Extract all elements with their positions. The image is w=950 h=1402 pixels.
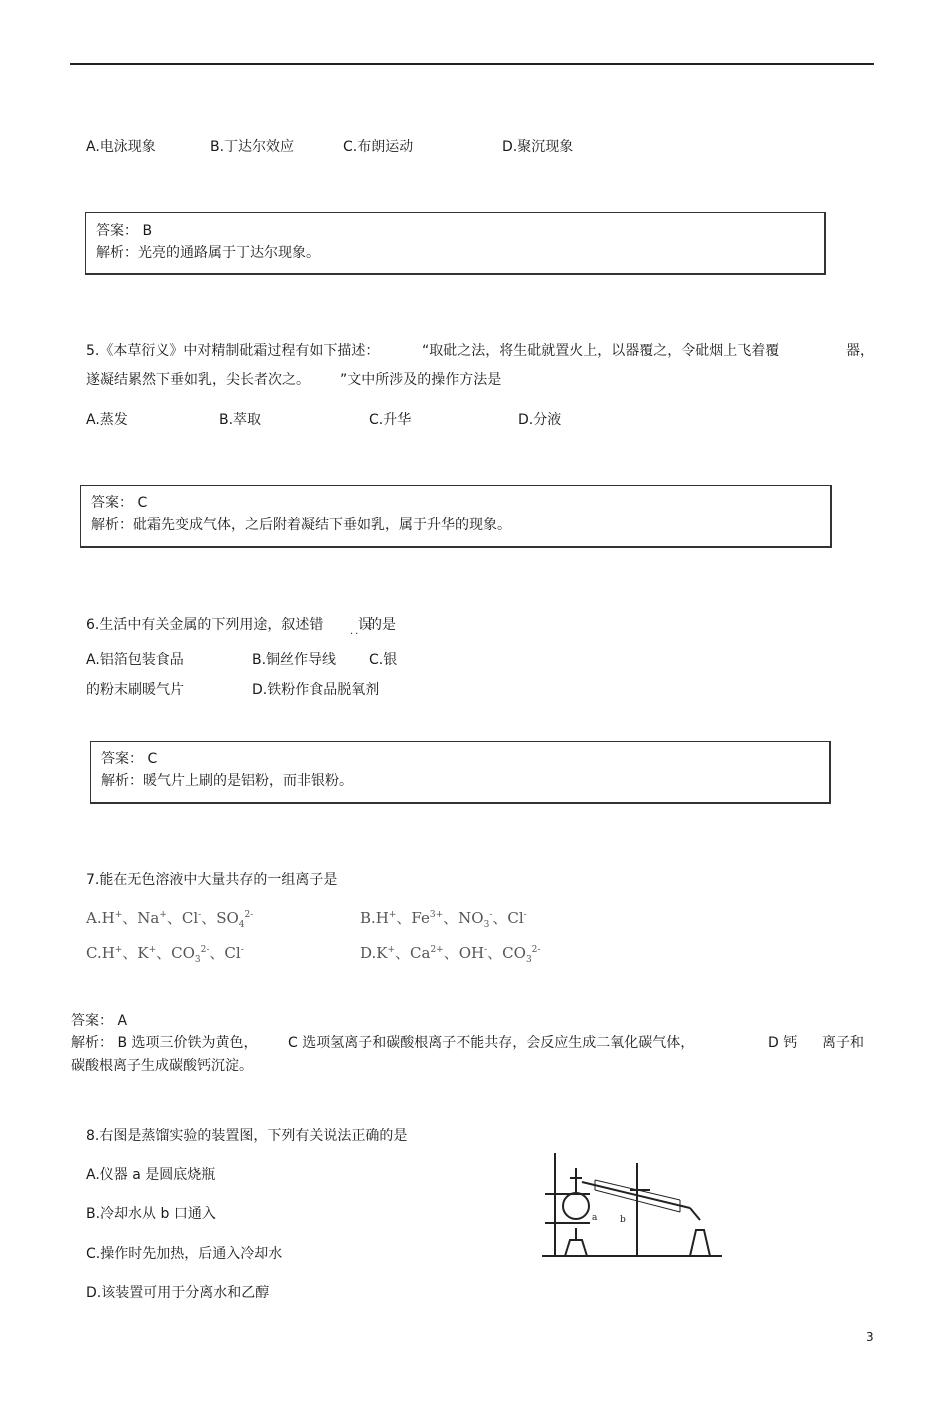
q8-stem: 8.右图是蒸馏实验的装置图，下列有关说法正确的是 xyxy=(86,1128,408,1144)
q6-analysis: 解析：暖气片上刷的是铝粉，而非银粉。 xyxy=(101,773,353,789)
q5-stem-c: 器， xyxy=(846,343,874,359)
q7-analysis-a: 解析： B 选项三价铁为黄色， xyxy=(71,1035,258,1051)
q5-option-a: A.蒸发 xyxy=(86,412,128,428)
q8-option-b: B.冷却水从 b 口通入 xyxy=(86,1206,216,1222)
q5-stem-b: “取砒之法，将生砒就置火上，以器覆之，令砒烟上飞着覆 xyxy=(422,343,780,359)
q5-option-c: C.升华 xyxy=(369,412,412,428)
q6-stem-c: 的是 xyxy=(368,617,396,633)
q5-stem-e: ”文中所涉及的操作方法是 xyxy=(340,372,502,388)
q6-option-a: A.铝箔包装食品 xyxy=(86,652,184,668)
q4-option-d: D.聚沉现象 xyxy=(502,139,574,155)
q8-option-d: D.该装置可用于分离水和乙醇 xyxy=(86,1285,270,1301)
q7-analysis-e: 碳酸根离子生成碳酸钙沉淀。 xyxy=(71,1058,253,1074)
emphasis-dots: .. xyxy=(350,626,361,637)
q7-analysis-d: 离子和 xyxy=(822,1035,864,1051)
q4-option-c: C.布朗运动 xyxy=(343,139,414,155)
q5-answer: 答案： C xyxy=(91,495,148,511)
page-number: 3 xyxy=(866,1330,874,1344)
q5-stem-a: 5.《本草衍义》中对精制砒霜过程有如下描述： xyxy=(86,343,380,359)
q6-stem-b: 误 xyxy=(358,617,372,633)
q7-option-d: D.K+、$Ca^{2+}$、OH-、$CO_3^{2-}$ xyxy=(360,944,541,965)
q7-analysis-c: D 钙 xyxy=(768,1035,798,1051)
q5-analysis: 解析：砒霜先变成气体，之后附着凝结下垂如乳，属于升华的现象。 xyxy=(91,517,511,533)
q8-option-a: A.仪器 a 是圆底烧瓶 xyxy=(86,1167,216,1183)
q4-analysis: 解析：光亮的通路属于丁达尔现象。 xyxy=(96,245,320,261)
q6-option-b: B.铜丝作导线 xyxy=(252,652,337,668)
q7-option-b: B.H+、$Fe^{3+}$、$NO_3^-$、Cl- xyxy=(360,909,527,930)
q4-answer: 答案： B xyxy=(96,223,153,239)
q4-option-a: A.电泳现象 xyxy=(86,139,156,155)
q8-option-c: C.操作时先加热，后通入冷却水 xyxy=(86,1246,283,1262)
distillation-apparatus-figure xyxy=(540,1148,730,1260)
q6-option-d: D.铁粉作食品脱氧剂 xyxy=(252,682,380,698)
label-b: b xyxy=(620,1215,626,1225)
q6-answer-box xyxy=(90,741,831,804)
q4-option-b: B.丁达尔效应 xyxy=(210,139,295,155)
q4-answer-box xyxy=(85,212,826,275)
header-rule xyxy=(70,63,874,65)
q5-option-b: B.萃取 xyxy=(219,412,262,428)
q7-answer: 答案： A xyxy=(71,1013,128,1029)
label-a: a xyxy=(592,1213,598,1223)
q6-stem-a: 6.生活中有关金属的下列用途，叙述错 xyxy=(86,617,324,633)
q7-stem: 7.能在无色溶液中大量共存的一组离子是 xyxy=(86,872,338,888)
q6-option-c-cont: 的粉末刷暖气片 xyxy=(86,682,184,698)
q7-option-a: A.H+、Na+、Cl-、$SO_4^{2-}$ xyxy=(86,909,254,930)
q5-answer-box xyxy=(80,485,832,548)
q7-option-c: C.H+、K+、$CO_3^{2-}$、Cl- xyxy=(86,944,244,965)
q6-option-c: C.银 xyxy=(369,652,398,668)
q7-analysis-b: C 选项氢离子和碳酸根离子不能共存，会反应生成二氧化碳气体， xyxy=(288,1035,695,1051)
q6-answer: 答案： C xyxy=(101,751,158,767)
q5-stem-d: 遂凝结累然下垂如乳，尖长者次之。 xyxy=(86,372,310,388)
q5-option-d: D.分液 xyxy=(518,412,562,428)
